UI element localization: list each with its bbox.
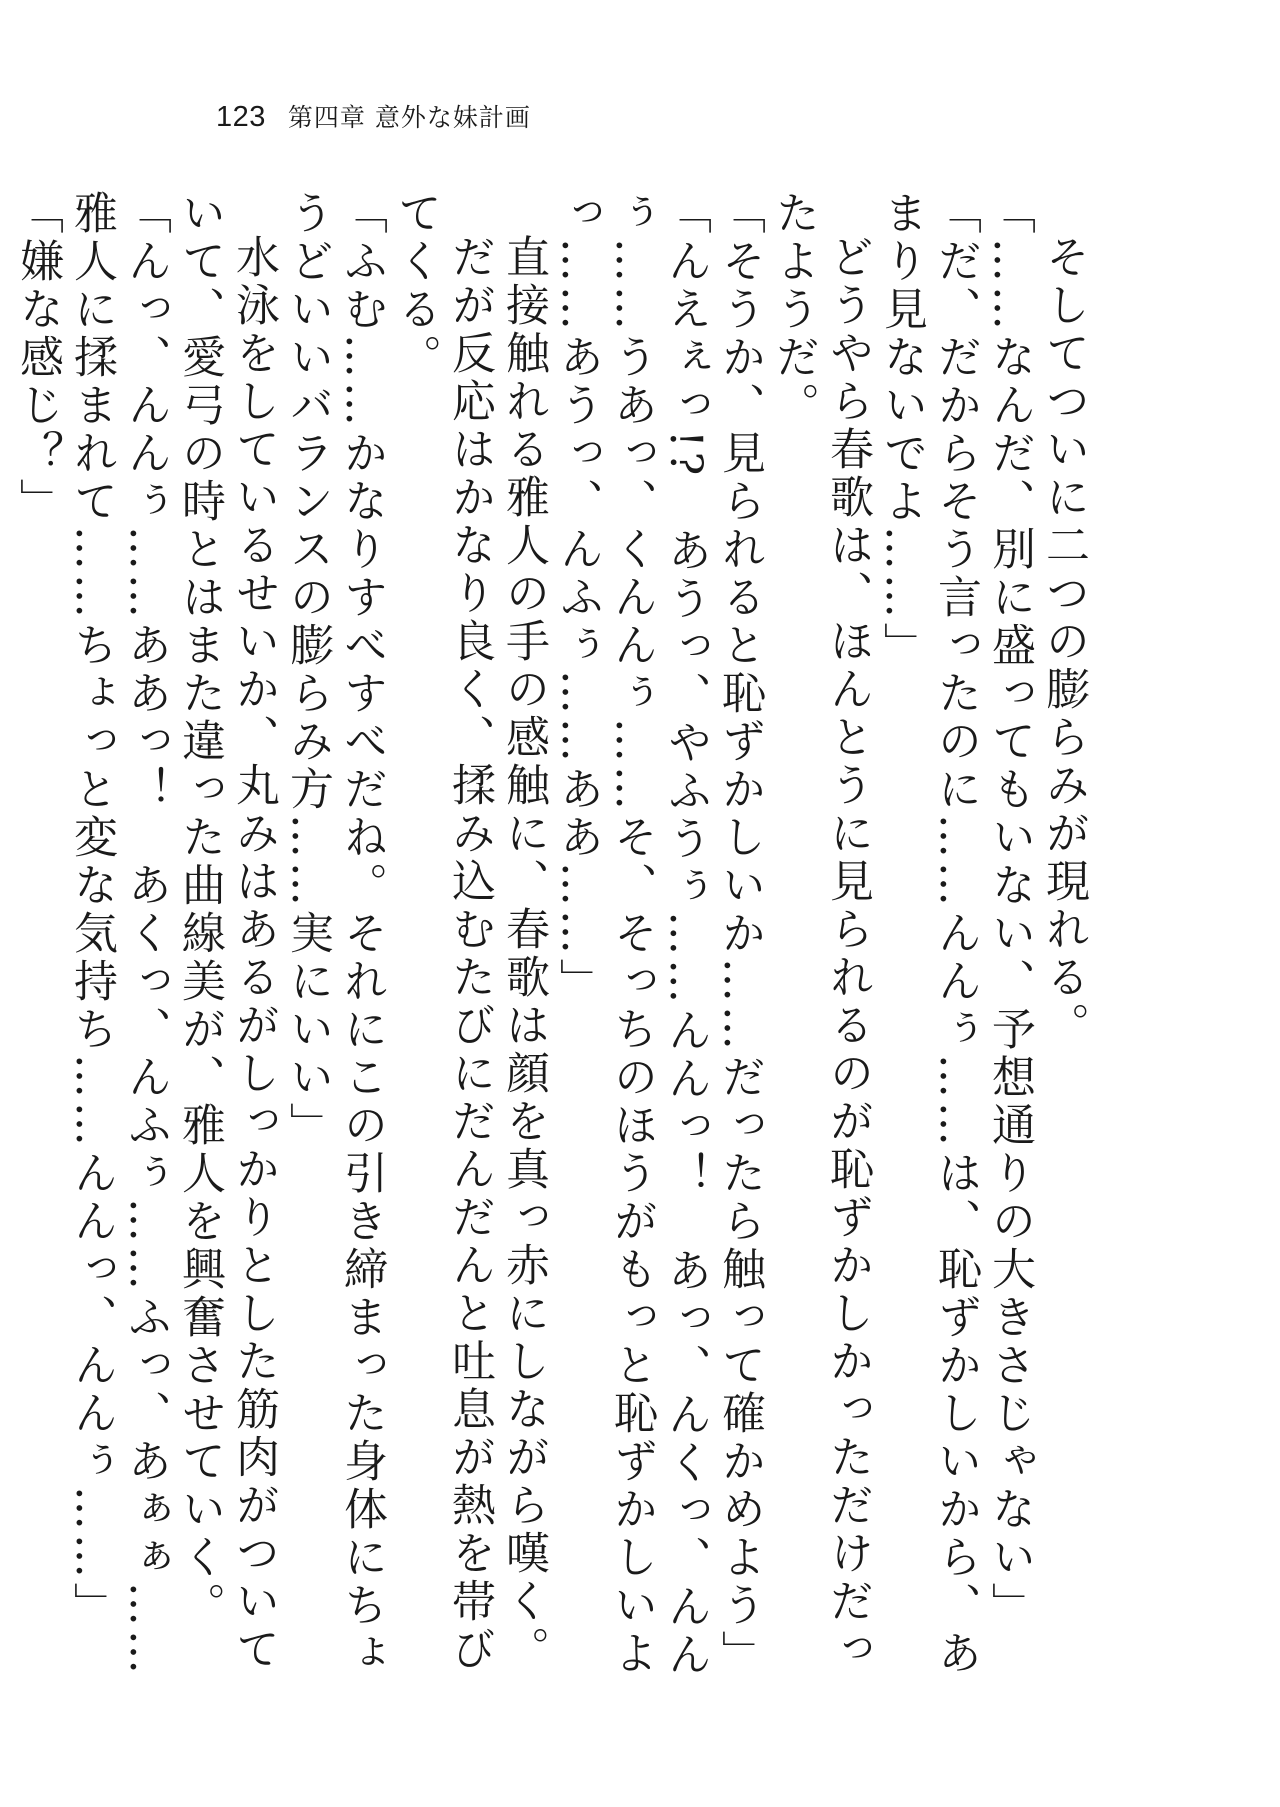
dialogue-paragraph: 「んっ、んんぅ……ああっ！ あくっ、んふぅ……ふっ、あぁぁ……雅人に揉まれて……ちょっと変な気持ち……んんっ、んんぅ……」 <box>66 190 171 1678</box>
page-number: 123 <box>216 101 266 133</box>
narration-paragraph: 直接触れる雅人の手の感触に、春歌は顔を真っ赤にしながら嘆く。 <box>498 234 549 1674</box>
narration-paragraph: だが反応はかなり良く、揉み込むたびにだんだんと吐息が熱を帯びてくる。 <box>390 190 495 1674</box>
dialogue-paragraph: 「んえぇっ!? あうっ、やふうぅ……んんっ！ あっ、んくっ、んんぅ……うあっ、くんんぅ……そ、そっちのほうがもっと恥ずかしいよっ……あうっ、んふぅ……ああ……」 <box>552 190 711 1680</box>
narration-paragraph: そしてついに二つの膨らみが現れる。 <box>1038 234 1089 1050</box>
dialogue-paragraph: 「ふむ……かなりすべすべだね。それにこの引き締まった身体にちょうどいいバランスの膨らみ方……実にいい」 <box>282 190 387 1678</box>
dialogue-paragraph: 「嫌な感じ？」 <box>12 190 63 526</box>
running-header <box>216 98 531 138</box>
narration-paragraph: 水泳をしているせいか、丸みはあるがしっかりとした筋肉がついていて、愛弓の時とはまた違った曲線美が、雅人を興奮させていく。 <box>174 190 279 1674</box>
dialogue-paragraph: 「そうか、見られると恥ずかしいか……だったら触って確かめよう」 <box>714 190 765 1678</box>
narration-paragraph: どうやら春歌は、ほんとうに見られるのが恥ずかしかっただけだったようだ。 <box>768 190 873 1674</box>
dialogue-paragraph: 「だ、だからそう言ったのに……んんぅ……は、恥ずかしいから、あまり見ないでよ……」 <box>876 190 981 1678</box>
dialogue-paragraph: 「……なんだ、別に盛ってもいない、予想通りの大きさじゃない」 <box>984 190 1035 1630</box>
chapter-title: 第四章 意外な妹計画 <box>287 103 531 132</box>
vertical-body-text <box>12 190 1090 1710</box>
